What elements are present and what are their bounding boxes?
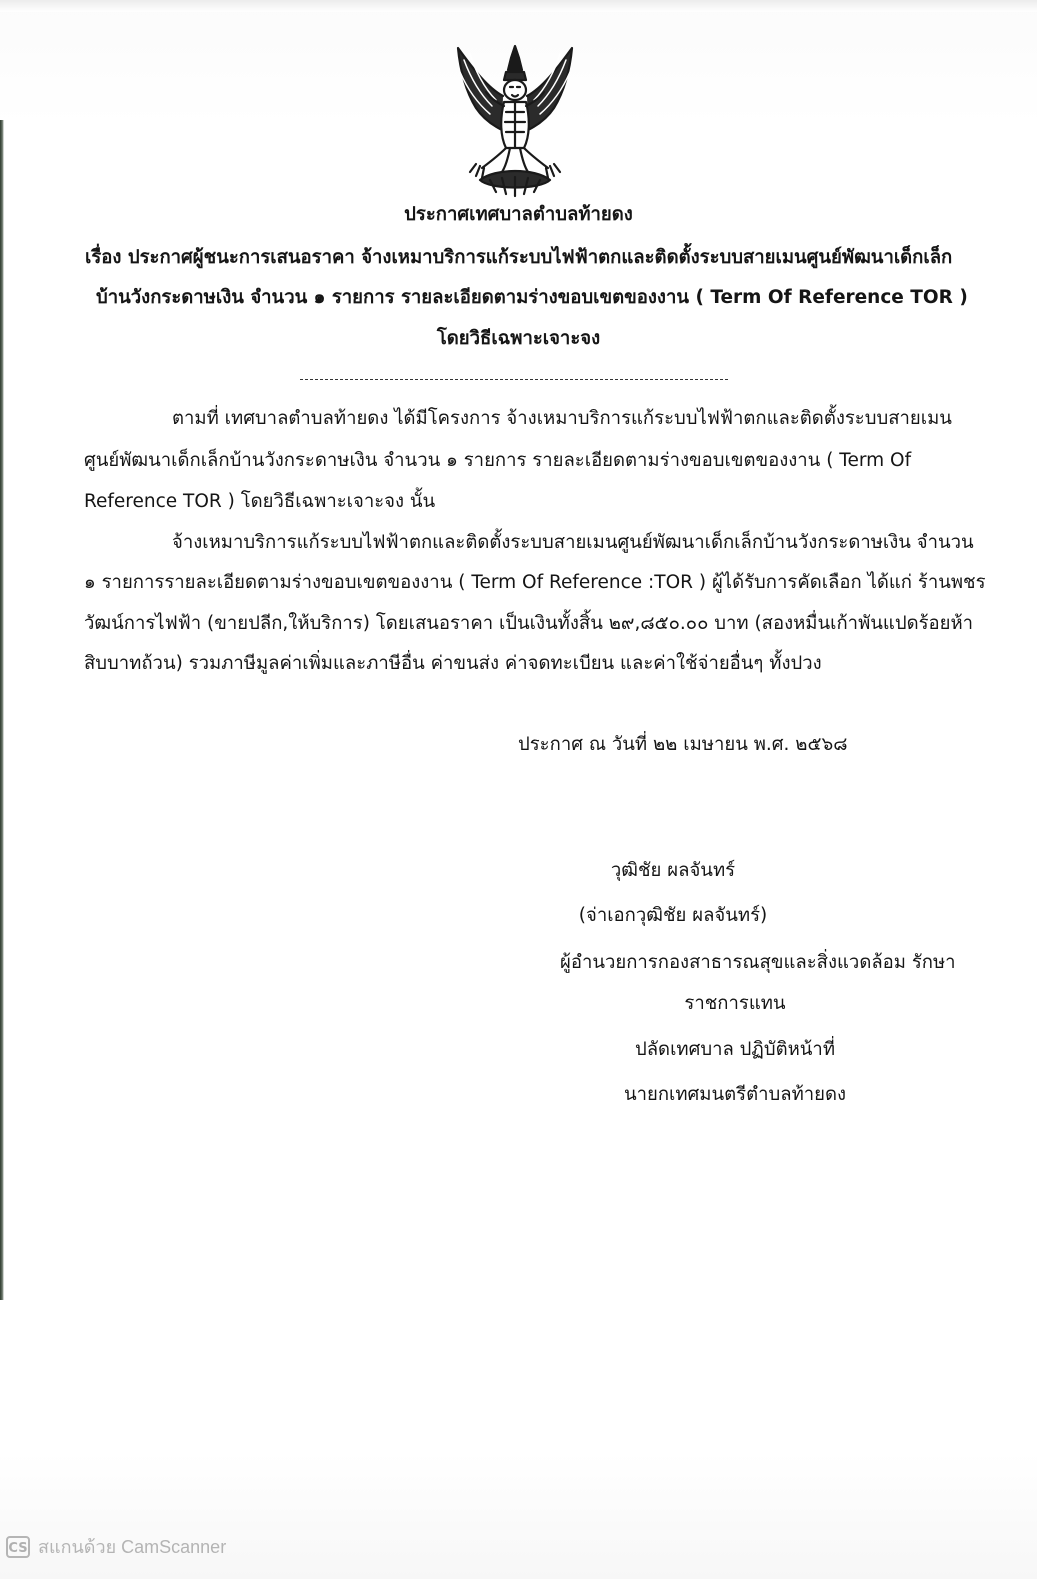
document-title: ประกาศเทศบาลตำบลท้ายดง <box>404 204 633 225</box>
signer-position-1: ผู้อำนวยการกองสาธารณสุขและสิ่งแวดล้อม รักษา <box>560 952 956 973</box>
paragraph-2-line-4: สิบบาทถ้วน) รวมภาษีมูลค่าเพิ่มและภาษีอื่น ค่าขนส่ง ค่าจดทะเบียน และค่าใช้จ่ายอื่นๆ ทั้งปวง <box>84 653 822 674</box>
scan-left-edge <box>0 120 4 1300</box>
camscanner-watermark: สแกนด้วย CamScanner <box>38 1537 227 1557</box>
signed-name: วุฒิชัย ผลจันทร์ <box>610 860 736 881</box>
paragraph-1-line-3: Reference TOR ) โดยวิธีเฉพาะเจาะจง นั้น <box>84 491 436 512</box>
subject-line-1: เรื่อง ประกาศผู้ชนะการเสนอราคา จ้างเหมาบริการแก้ระบบไฟฟ้าตกและติดตั้งระบบสายเมนศูนย์พัฒนาเด็กเล็ก <box>85 247 953 268</box>
signer-position-2: ราชการแทน <box>684 993 786 1014</box>
paragraph-1-line-2: ศูนย์พัฒนาเด็กเล็กบ้านวังกระดาษเงิน จำนวน ๑ รายการ รายละเอียดตามร่างขอบเขตของงาน ( Term Of <box>84 450 912 471</box>
announce-date: ประกาศ ณ วันที่ ๒๒ เมษายน พ.ศ. ๒๕๖๘ <box>518 734 848 755</box>
scan-top-edge <box>0 0 1037 12</box>
garuda-emblem-icon <box>440 40 590 200</box>
paragraph-1-line-1: ตามที่ เทศบาลตำบลท้ายดง ได้มีโครงการ จ้างเหมาบริการแก้ระบบไฟฟ้าตกและติดตั้งระบบสายเมน <box>172 408 952 429</box>
paragraph-2-line-3: วัฒน์การไฟฟ้า (ขายปลีก,ให้บริการ) โดยเสนอราคา เป็นเงินทั้งสิ้น ๒๙,๘๕๐.๐๐ บาท (สองหมื่นเก้าพันแปดร้อยห้า <box>84 613 974 634</box>
signer-position-3: ปลัดเทศบาล ปฏิบัติหน้าที่ <box>634 1039 836 1060</box>
subject-line-2: บ้านวังกระดาษเงิน จำนวน ๑ รายการ รายละเอียดตามร่างขอบเขตของงาน ( Term Of Reference TOR ) <box>96 287 968 308</box>
title-divider <box>300 379 728 380</box>
signer-position-4: นายกเทศมนตรีตำบลท้ายดง <box>623 1084 847 1105</box>
paragraph-2-line-1: จ้างเหมาบริการแก้ระบบไฟฟ้าตกและติดตั้งระบบสายเมนศูนย์พัฒนาเด็กเล็กบ้านวังกระดาษเงิน จำนวน <box>172 532 974 553</box>
camscanner-logo-icon: CS <box>6 1536 30 1558</box>
subject-line-3: โดยวิธีเฉพาะเจาะจง <box>436 328 601 349</box>
paragraph-2-line-2: ๑ รายการรายละเอียดตามร่างขอบเขตของงาน ( Term Of Reference :TOR ) ผู้ได้รับการคัดเลือก ได้แก่ ร้านพชร <box>84 572 986 593</box>
signer-full-name: (จ่าเอกวุฒิชัย ผลจันทร์) <box>578 905 768 926</box>
